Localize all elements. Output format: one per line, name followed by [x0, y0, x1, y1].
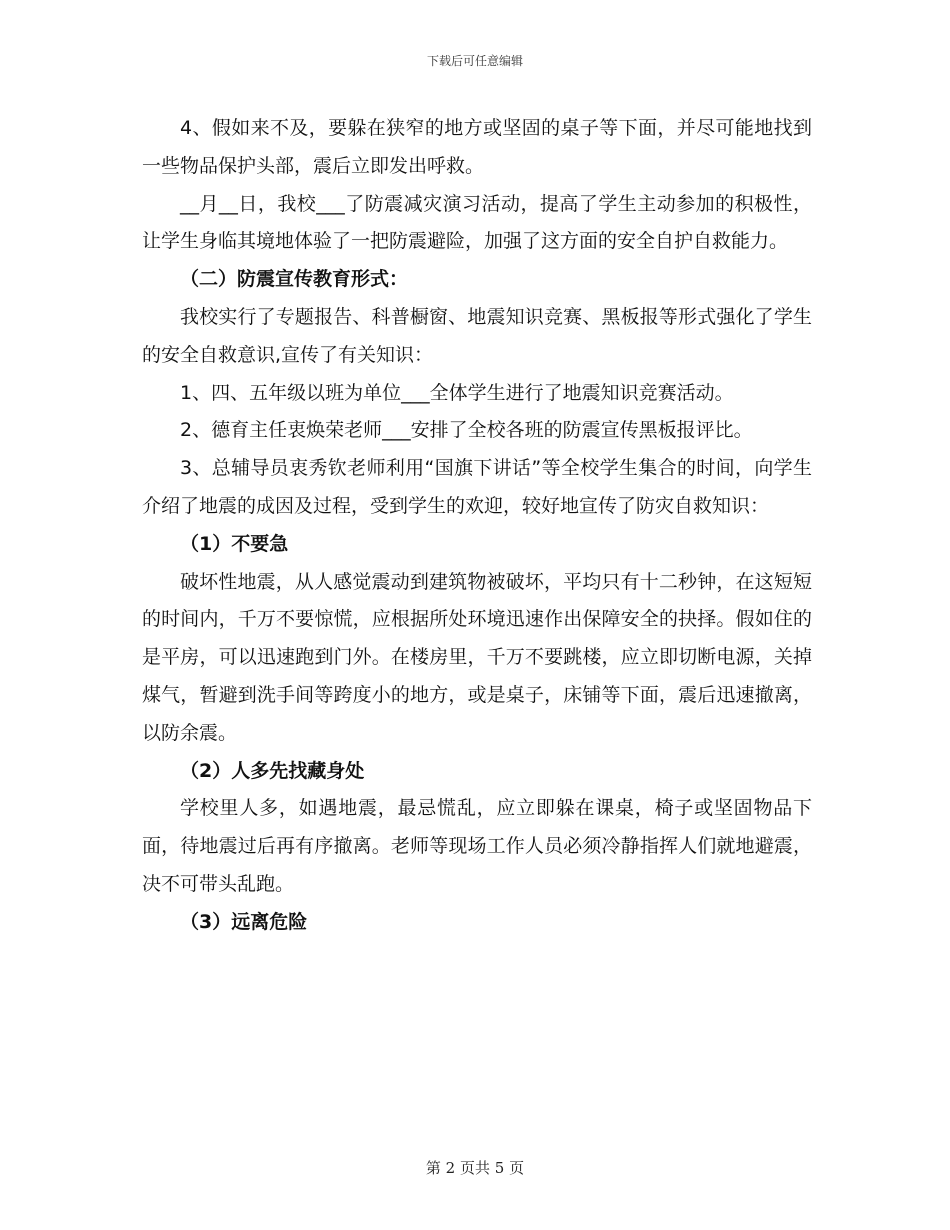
paragraph: 破坏性地震，从人感觉震动到建筑物被破坏，平均只有十二秒钟，在这短短的时间内，千万不要惊慌，应根据所处环境迅速作出保障安全的抉择。假如住的是平房，可以迅速跑到门外。在楼房里，千万不要跳楼，应立即切断电源，关掉煤气，暂避到洗手间等跨度小的地方，或是桌子，床铺等下面，震后迅速撤离，以防余震。	[142, 570, 812, 744]
paragraph: __月__日，我校___了防震减灾演习活动，提高了学生主动参加的积极性，让学生身临其境地体验了一把防震避险，加强了这方面的安全自护自救能力。	[142, 192, 812, 253]
paragraph: 4、假如来不及，要躲在狭窄的地方或坚固的桌子等下面，并尽可能地找到一些物品保护头部，震后立即发出呼救。	[142, 117, 812, 177]
section-heading: （二）防震宣传教育形式：	[180, 268, 409, 291]
paragraph: 我校实行了专题报告、科普橱窗、地震知识竞赛、黑板报等形式强化了学生的安全自救意识,宣传了有关知识：	[142, 305, 812, 366]
document-body	[142, 110, 812, 942]
subsection-heading: （2）人多先找藏身处	[180, 759, 365, 782]
paragraph: 2、德育主任衷焕荣老师___安排了全校各班的防震宣传黑板报评比。	[180, 419, 753, 442]
subsection-heading: （1）不要急	[180, 532, 289, 555]
paragraph: 3、总辅导员衷秀钦老师利用“国旗下讲话”等全校学生集合的时间，向学生介绍了地震的成因及过程，受到学生的欢迎，较好地宣传了防灾自救知识：	[142, 457, 812, 517]
page-footer: 第 2 页共 5 页	[425, 1159, 525, 1177]
page-header: 下载后可任意编辑	[426, 54, 523, 68]
paragraph: 学校里人多，如遇地震，最忌慌乱，应立即躲在课桌，椅子或坚固物品下面，待地震过后再有序撤离。老师等现场工作人员必须冷静指挥人们就地避震，决不可带头乱跑。	[142, 797, 812, 895]
subsection-heading: （3）远离危险	[180, 910, 308, 933]
paragraph: 1、四、五年级以班为单位___全体学生进行了地震知识竞赛活动。	[180, 381, 734, 404]
